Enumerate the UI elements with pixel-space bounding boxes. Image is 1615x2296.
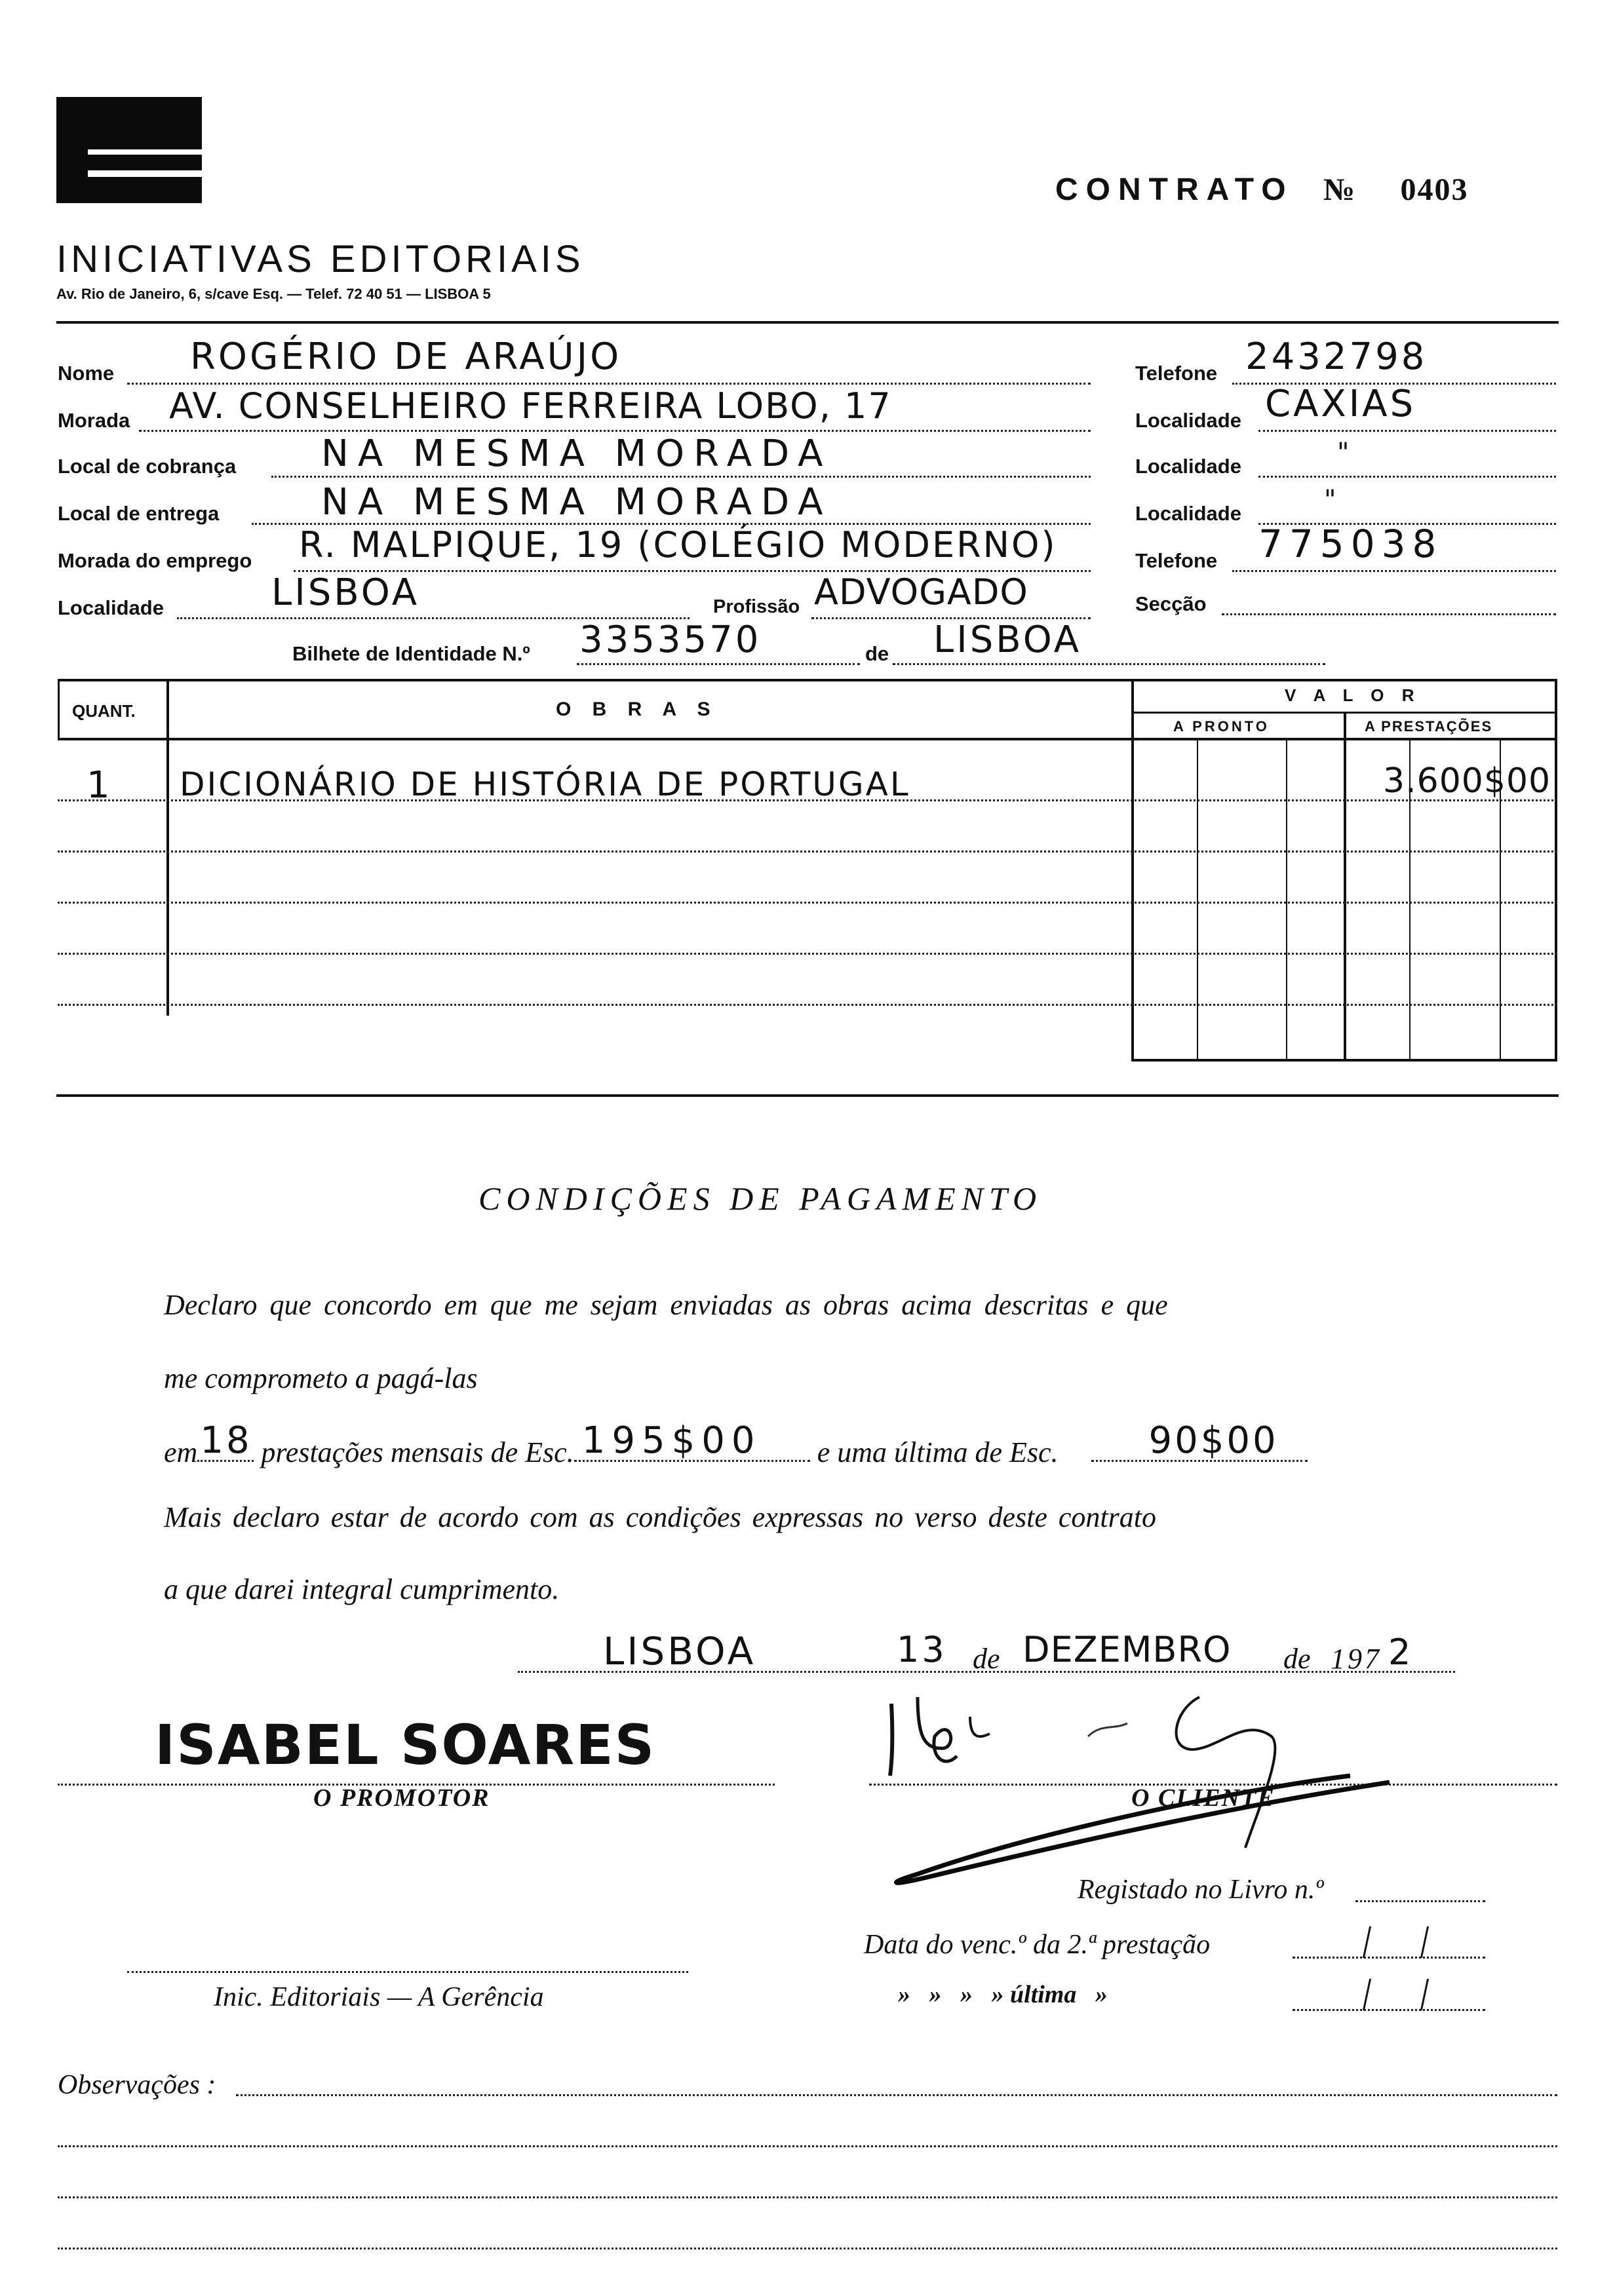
bi-de-value[interactable]: LISBOA bbox=[933, 619, 1082, 661]
telefone-value[interactable]: 2432798 bbox=[1245, 335, 1428, 378]
date-day[interactable]: 13 bbox=[897, 1629, 947, 1670]
row1-quant[interactable]: 1 bbox=[87, 764, 113, 807]
company-address: Av. Rio de Janeiro, 6, s/cave Esq. — Telef. 72 40 51 — LISBOA 5 bbox=[56, 286, 491, 302]
valor-ultima-field bbox=[1091, 1419, 1308, 1462]
contract-label: CONTRATO bbox=[1055, 172, 1294, 207]
profissao-value[interactable]: ADVOGADO bbox=[814, 571, 1028, 613]
conditions-line-2: me comprometo a pagá-las bbox=[164, 1362, 478, 1394]
signature-stroke-2 bbox=[918, 1697, 957, 1761]
table-top-border bbox=[58, 679, 1557, 681]
morada-value[interactable]: AV. CONSELHEIRO FERREIRA LOBO, 17 bbox=[169, 385, 892, 427]
signature-stroke-1 bbox=[890, 1704, 892, 1776]
ultima-label: e uma última de Esc. bbox=[817, 1436, 1059, 1468]
table-pronto-divider bbox=[1344, 712, 1346, 1062]
works-table bbox=[58, 679, 1557, 1062]
company-name: INICIATIVAS EDITORIAIS bbox=[56, 238, 585, 280]
conditions-line-3 bbox=[164, 1419, 1308, 1469]
seccao-line bbox=[1222, 613, 1556, 615]
emprego-telefone-label: Telefone bbox=[1135, 549, 1218, 572]
emprego-value[interactable]: R. MALPIQUE, 19 (COLÉGIO MODERNO) bbox=[299, 524, 1057, 565]
registado-label: Registado no Livro n.º bbox=[1078, 1875, 1324, 1905]
bi-label: Bilhete de Identidade N.º bbox=[292, 642, 530, 665]
gerencia-label: Inic. Editoriais — A Gerência bbox=[214, 1982, 544, 2012]
bi-value[interactable]: 3353570 bbox=[579, 619, 762, 661]
entrega-localidade-value[interactable]: " bbox=[1324, 485, 1339, 515]
seccao-label: Secção bbox=[1135, 592, 1207, 615]
logo-bar-middle bbox=[56, 155, 202, 170]
observacoes-line-1[interactable] bbox=[236, 2094, 1557, 2096]
prestacoes-mensais-label: prestações mensais de Esc. bbox=[261, 1436, 574, 1468]
venc-slash-2 bbox=[1420, 1926, 1429, 1958]
localidade-line bbox=[1258, 430, 1556, 432]
cobranca-localidade-label: Localidade bbox=[1135, 455, 1241, 478]
signature-stroke-4 bbox=[1088, 1723, 1127, 1736]
promotor-label: O PROMOTOR bbox=[313, 1784, 490, 1812]
bi-line bbox=[577, 663, 860, 665]
ultima-prestacao-label: » » » » última » bbox=[898, 1981, 1108, 2008]
registado-line bbox=[1355, 1900, 1485, 1902]
observacoes-line-3[interactable] bbox=[58, 2196, 1557, 2198]
contract-title bbox=[1055, 172, 1468, 208]
ultima-line bbox=[1293, 2009, 1485, 2011]
row1-obra[interactable]: DICIONÁRIO DE HISTÓRIA DE PORTUGAL bbox=[180, 765, 910, 803]
logo-bar-bottom bbox=[56, 177, 202, 203]
emprego-label: Morada do emprego bbox=[58, 549, 252, 572]
cobranca-line bbox=[271, 476, 1091, 478]
bi-de-line bbox=[893, 663, 1325, 665]
signature-sweep bbox=[897, 1776, 1390, 1883]
cliente-label: O CLIENTE bbox=[1131, 1784, 1275, 1812]
table-header-border bbox=[58, 738, 1557, 740]
cobranca-localidade-line bbox=[1258, 476, 1556, 478]
table-row-line-3 bbox=[58, 902, 1557, 904]
entrega-localidade-label: Localidade bbox=[1135, 502, 1241, 525]
valor-header: V A L O R bbox=[1285, 685, 1421, 705]
obras-header: O B R A S bbox=[556, 698, 718, 720]
venc-line bbox=[1293, 1957, 1485, 1959]
localidade-value[interactable]: CAXIAS bbox=[1265, 383, 1416, 425]
ultima-slash-2 bbox=[1420, 1979, 1429, 2010]
cliente-signature bbox=[852, 1677, 1416, 1900]
cobranca-localidade-value[interactable]: " bbox=[1337, 438, 1352, 468]
table-row-line-2 bbox=[58, 851, 1557, 852]
num-prestacoes-field bbox=[197, 1419, 254, 1462]
gerencia-line bbox=[127, 1971, 688, 1973]
quant-header: QUANT. bbox=[72, 701, 136, 721]
emprego-telefone-line bbox=[1232, 570, 1556, 572]
header-rule bbox=[56, 321, 1559, 324]
signature-stroke-5 bbox=[1177, 1697, 1275, 1848]
nome-label: Nome bbox=[58, 362, 115, 385]
pronto-header: A PRONTO bbox=[1173, 718, 1270, 735]
conditions-line-1: Declaro que concordo em que me sejam enviadas as obras acima descritas e que bbox=[164, 1289, 1168, 1321]
prestacoes-header: A PRESTAÇÕES bbox=[1365, 718, 1493, 735]
conditions-line-4: Mais declaro estar de acordo com as condições expressas no verso deste contrato bbox=[164, 1501, 1156, 1533]
date-de-2: de bbox=[1283, 1643, 1311, 1675]
emprego-localidade-value[interactable]: LISBOA bbox=[271, 571, 420, 614]
date-place[interactable]: LISBOA bbox=[603, 1629, 756, 1674]
date-year-digit[interactable]: 2 bbox=[1388, 1632, 1414, 1673]
emprego-localidade-label: Localidade bbox=[58, 596, 164, 619]
ultima-slash-1 bbox=[1363, 1979, 1371, 2010]
num-prestacoes-value[interactable]: 18 bbox=[200, 1419, 252, 1462]
observacoes-line-4[interactable] bbox=[58, 2248, 1557, 2249]
conditions-title: CONDIÇÕES DE PAGAMENTO bbox=[478, 1180, 1043, 1217]
date-year-prefix: 197 bbox=[1331, 1643, 1382, 1675]
venc-slash-1 bbox=[1363, 1926, 1371, 1958]
signature-stroke-3 bbox=[970, 1717, 990, 1736]
pronto-col-rule-1 bbox=[1197, 740, 1198, 1062]
date-de-1: de bbox=[973, 1643, 1000, 1675]
pronto-col-rule-2 bbox=[1286, 740, 1287, 1062]
contract-number: 0403 bbox=[1400, 172, 1469, 207]
morada-line bbox=[139, 430, 1091, 432]
entrega-value[interactable]: NA MESMA MORADA bbox=[321, 481, 832, 524]
conditions-line-5: a que darei integral cumprimento. bbox=[164, 1573, 560, 1605]
cobranca-value[interactable]: NA MESMA MORADA bbox=[321, 432, 832, 475]
number-sign: № bbox=[1323, 172, 1355, 207]
valor-ultima-value[interactable]: 90$00 bbox=[1148, 1419, 1279, 1462]
nome-line bbox=[127, 383, 1091, 385]
cobranca-label: Local de cobrança bbox=[58, 455, 237, 478]
bi-de-label: de bbox=[865, 642, 889, 665]
observacoes-line-2[interactable] bbox=[58, 2145, 1557, 2147]
table-quant-divider bbox=[166, 679, 169, 1016]
localidade-label: Localidade bbox=[1135, 409, 1241, 432]
table-row-line-4 bbox=[58, 953, 1557, 955]
promotor-signature[interactable]: ISABEL SOARES bbox=[155, 1713, 656, 1777]
valor-prestacao-field bbox=[574, 1419, 810, 1462]
emprego-telefone-value[interactable]: 775038 bbox=[1258, 522, 1443, 566]
table-row-line-5 bbox=[58, 1004, 1557, 1006]
profissao-label: Profissão bbox=[713, 596, 800, 617]
table-left-border bbox=[58, 679, 60, 740]
valor-prestacao-value[interactable]: 195$00 bbox=[581, 1419, 762, 1462]
date-month[interactable]: DEZEMBRO bbox=[1022, 1629, 1232, 1670]
row1-prestacoes[interactable]: 3.600$00 bbox=[1383, 761, 1551, 801]
telefone-label: Telefone bbox=[1135, 362, 1218, 385]
morada-label: Morada bbox=[58, 409, 130, 432]
observacoes-label: Observações : bbox=[58, 2070, 216, 2100]
venc-label: Data do venc.º da 2.ª prestação bbox=[864, 1930, 1211, 1960]
em-label: em bbox=[164, 1436, 198, 1468]
nome-value[interactable]: ROGÉRIO DE ARAÚJO bbox=[190, 335, 622, 378]
table-section-rule bbox=[56, 1094, 1559, 1097]
entrega-label: Local de entrega bbox=[58, 502, 220, 525]
table-valor-bottom bbox=[1131, 1059, 1557, 1062]
